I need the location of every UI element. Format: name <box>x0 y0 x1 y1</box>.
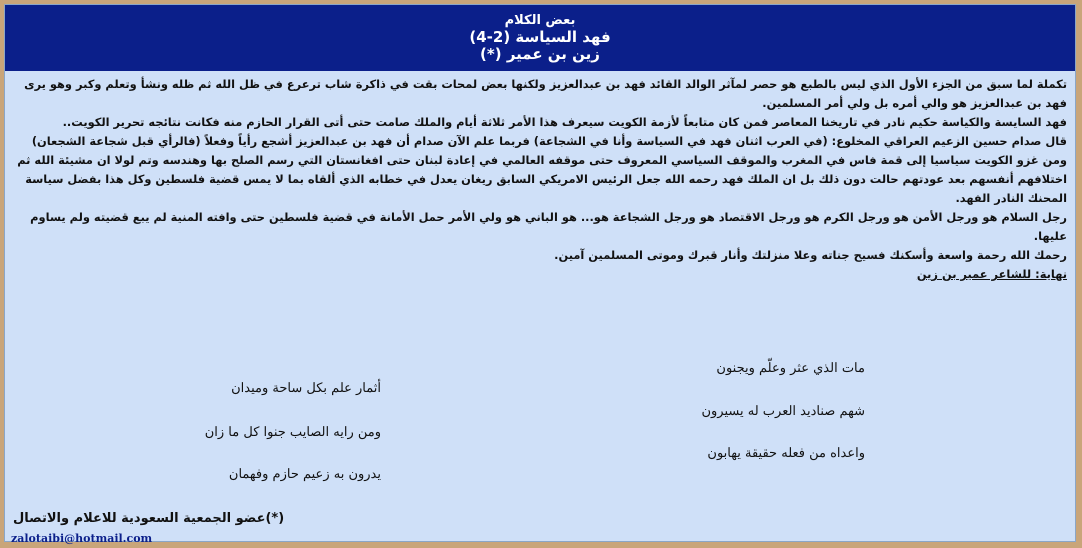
article-body <box>13 75 1067 284</box>
article-header <box>5 5 1075 71</box>
article-title: فهد السياسة (2-4) <box>469 28 611 46</box>
author-membership: (*)عضو الجمعية السعودية للاعلام والاتصال <box>13 511 285 526</box>
poem-left-line-1: أثمار علم بكل ساحة وميدان <box>231 381 381 396</box>
poem-right-line-3: واعداه من فعله حقيقة يهابون <box>707 446 865 461</box>
paragraph-4: رجل السلام هو ورجل الأمن هو ورجل الكرم هو ورجل الاقتصاد هو ورجل الشجاعة هو... هو الباني هو ولي الأمر حمل الأمانة في قضية فلسطين حتى وافته المنية لم يبع قضيته ولم يساوم عليها. <box>30 210 1067 243</box>
signature-line: نهاية: للشاعر عمير بن زين <box>916 267 1067 281</box>
poem-right-line-1: مات الذي عثر وعلّم ويجنون <box>716 361 865 376</box>
poem-left-line-2: ومن رايه الصايب جنوا كل ما زان <box>204 425 381 440</box>
author-email[interactable]: zalotaibi@hotmail.com <box>11 532 153 545</box>
article-author: زين بن عمير (*) <box>480 45 600 63</box>
poem-right-line-2: شهم صناديد العرب له يسيرون <box>701 404 865 419</box>
paragraph-1: تكملة لما سبق من الجزء الأول الذي ليس بالطبع هو حصر لمآثر الوالد القائد فهد بن عبدالعزيز ولكنها بعض لمحات بقت في ذاكرة شاب ترعرع في ظل الله ثم ظله ونشأ وتعلم وكبر وهو يرى فهد بن عبدالعزيز هو والي أمره بل ولي أمر المسلمين. <box>24 77 1067 110</box>
column-name: بعض الكلام <box>504 13 576 28</box>
paragraph-3: قال صدام حسين الزعيم العراقي المخلوع: (في العرب اثنان فهد في السياسة وأنا في الشجاعة) فربما علم الآن صدام أن فهد بن عبدالعزيز أشجع رأياً وفعلاً (فالرأي قبل شجاعة الشجعان) ومن غزو الكويت سياسيا إلى قمة فاس في المغرب والموقف السياسي المعروف حتى موقفه العالمي في إعادة لبنان حتى افغانستان التي رسم الصلح بها وهندسه وتم لولا ان مشيئة الله ثم اختلافهم أنفسهم بعد عودتهم حالت دون ذلك بل ان الملك فهد رحمه الله جعل الرئيس الامريكي السابق ريغان يعدل في خطابه الذي ألقاه بما لا يمس قضية فلسطين وكل هذا بفضل سياسة المحنك النادر الفهد. <box>17 134 1067 205</box>
poem-left-line-3: يدرون به زعيم حازم وفهمان <box>228 467 381 482</box>
paragraph-2: فهد السايسة والكياسة حكيم نادر في تاريخنا المعاصر فمن كان متابعاً لأزمة الكويت سيعرف هذا الأمر ثلاثة أيام والملك صامت حتى أتى القرار الحازم منه فكانت نتائجه تحرير الكويت.. <box>62 115 1067 129</box>
paragraph-5: رحمك الله رحمة واسعة وأسكنك فسيح جناته وعلا منزلتك وأنار قبرك وموتى المسلمين آمين. <box>554 248 1067 262</box>
article-panel <box>4 4 1076 545</box>
page-frame <box>2 2 1078 544</box>
